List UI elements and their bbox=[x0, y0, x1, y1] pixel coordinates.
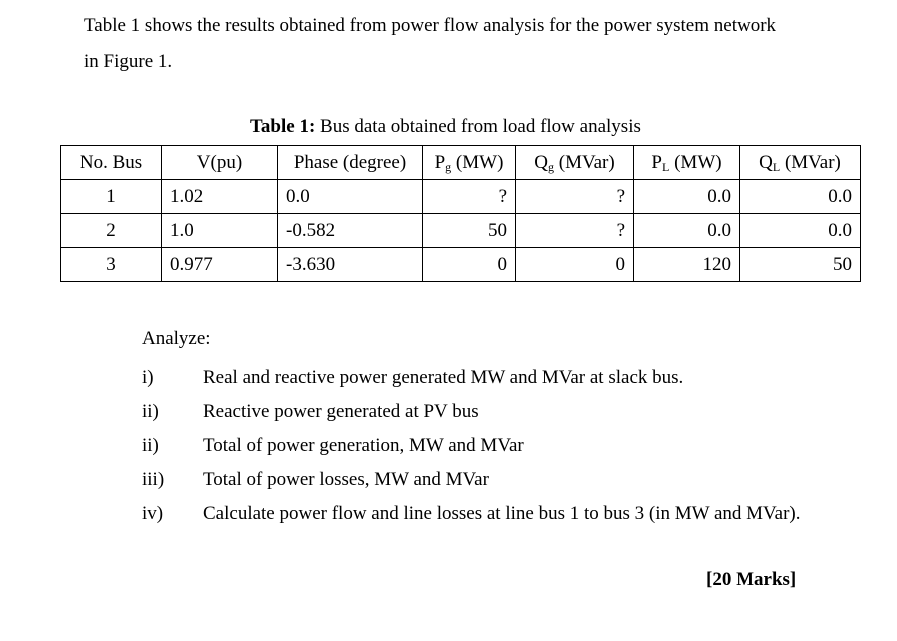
intro-paragraph bbox=[84, 8, 864, 80]
cell-pl: 120 bbox=[634, 248, 740, 282]
header-qg-unit: (MVar) bbox=[554, 151, 615, 173]
cell-ql: 0.0 bbox=[740, 180, 861, 214]
header-pg-symbol: P bbox=[434, 151, 446, 173]
cell-voltage: 1.0 bbox=[162, 214, 278, 248]
cell-phase: -3.630 bbox=[278, 248, 423, 282]
marks-label: [20 Marks] bbox=[706, 569, 797, 590]
item-number: iii) bbox=[142, 469, 165, 490]
item-number: ii) bbox=[142, 435, 159, 456]
header-pg-unit: (MW) bbox=[451, 151, 504, 173]
analyze-heading: Analyze: bbox=[142, 328, 211, 349]
header-bus: No. Bus bbox=[61, 146, 162, 180]
table-row bbox=[61, 214, 861, 248]
cell-bus: 2 bbox=[61, 214, 162, 248]
header-ql-subscript: L bbox=[772, 159, 781, 174]
header-ql-symbol: Q bbox=[759, 151, 773, 173]
cell-pg: 0 bbox=[423, 248, 516, 282]
list-item bbox=[142, 497, 802, 531]
header-pl-unit: (MW) bbox=[669, 151, 722, 173]
item-number: iv) bbox=[142, 503, 164, 524]
table-caption-label: Table 1: bbox=[250, 116, 316, 137]
header-pl-subscript: L bbox=[662, 159, 670, 174]
header-ql bbox=[740, 146, 861, 180]
cell-phase: 0.0 bbox=[278, 180, 423, 214]
item-text: Total of power generation, MW and MVar bbox=[203, 435, 524, 456]
table-row bbox=[61, 248, 861, 282]
header-pg-subscript: g bbox=[445, 159, 452, 174]
intro-line-1: Table 1 shows the results obtained from power flow analysis for the power system network bbox=[84, 15, 777, 36]
table-row bbox=[61, 180, 861, 214]
cell-ql: 50 bbox=[740, 248, 861, 282]
header-phase: Phase (degree) bbox=[278, 146, 423, 180]
header-qg bbox=[516, 146, 634, 180]
header-ql-unit: (MVar) bbox=[780, 151, 841, 173]
cell-voltage: 0.977 bbox=[162, 248, 278, 282]
header-pl bbox=[634, 146, 740, 180]
cell-ql: 0.0 bbox=[740, 214, 861, 248]
intro-line-2: in Figure 1. bbox=[84, 51, 173, 72]
cell-bus: 1 bbox=[61, 180, 162, 214]
question-list bbox=[142, 361, 802, 531]
cell-qg: ? bbox=[516, 214, 634, 248]
table-header-row bbox=[61, 146, 861, 180]
cell-pg: 50 bbox=[423, 214, 516, 248]
list-item bbox=[142, 361, 802, 395]
item-text: Real and reactive power generated MW and MVar at slack bus. bbox=[203, 367, 684, 388]
cell-qg: ? bbox=[516, 180, 634, 214]
list-item bbox=[142, 429, 802, 463]
item-text: Total of power losses, MW and MVar bbox=[203, 469, 489, 490]
header-voltage: V(pu) bbox=[162, 146, 278, 180]
cell-pg: ? bbox=[423, 180, 516, 214]
item-number: i) bbox=[142, 367, 154, 388]
cell-bus: 3 bbox=[61, 248, 162, 282]
cell-voltage: 1.02 bbox=[162, 180, 278, 214]
table-caption bbox=[250, 115, 641, 139]
header-qg-subscript: g bbox=[548, 159, 555, 174]
cell-phase: -0.582 bbox=[278, 214, 423, 248]
cell-qg: 0 bbox=[516, 248, 634, 282]
header-pg bbox=[423, 146, 516, 180]
cell-pl: 0.0 bbox=[634, 180, 740, 214]
list-item bbox=[142, 395, 802, 429]
table-caption-text: Bus data obtained from load flow analysis bbox=[315, 116, 641, 137]
item-number: ii) bbox=[142, 401, 159, 422]
bus-data-table bbox=[60, 145, 861, 282]
list-item bbox=[142, 463, 802, 497]
header-qg-symbol: Q bbox=[534, 151, 549, 173]
item-text: Calculate power flow and line losses at line bus 1 to bus 3 (in MW and MVar). bbox=[203, 503, 801, 524]
header-pl-symbol: P bbox=[651, 151, 662, 173]
item-text: Reactive power generated at PV bus bbox=[203, 401, 479, 422]
cell-pl: 0.0 bbox=[634, 214, 740, 248]
